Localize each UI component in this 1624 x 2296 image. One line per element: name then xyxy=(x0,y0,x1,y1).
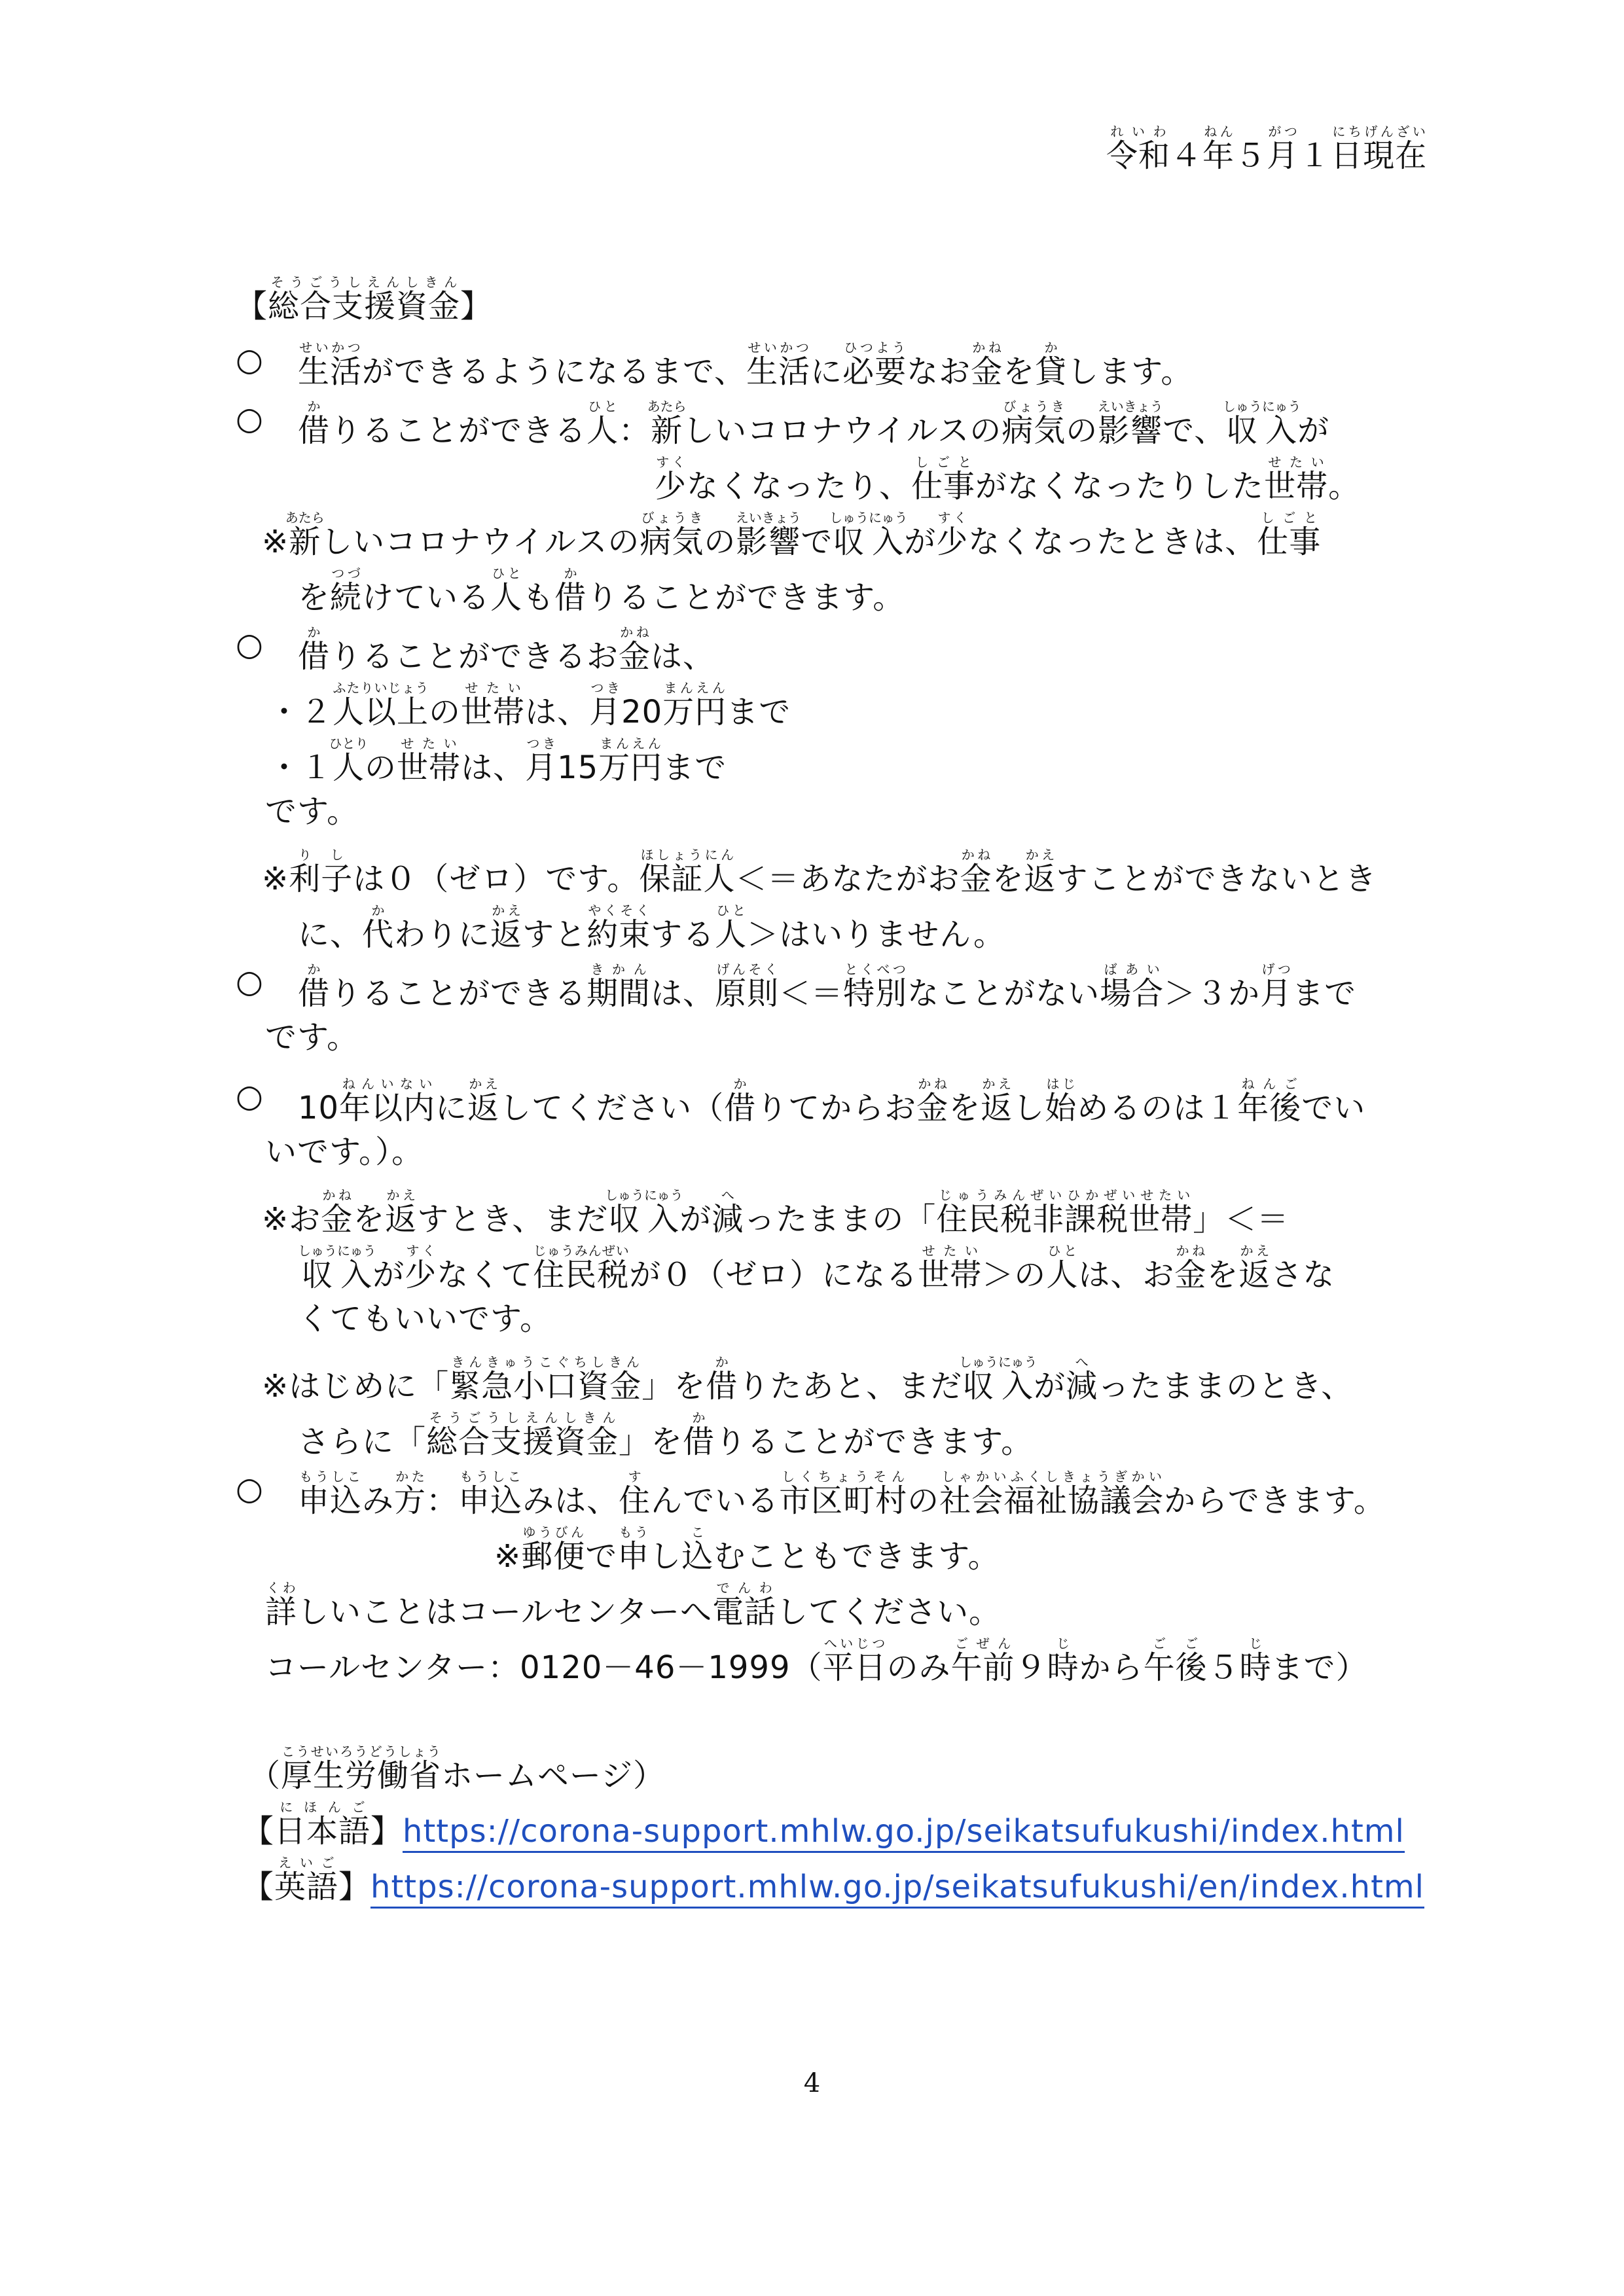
item-eligibility-cont: 少すくなくなったり、仕事しごとがなくなったりした世帯せたい。 xyxy=(655,454,1361,505)
link-row-english: 【英語えいご】https://corona-support.mhlw.go.jp/seikatsufukushi/en/index.html xyxy=(242,1856,1424,1907)
item-application: 申込もうしこみ方かた：申込もうしこみは、住すんでいる市区町村しくちょうそんの社会福祉協議会しゃかいふくしきょうぎかいからできます。 xyxy=(298,1469,1386,1519)
bullet-marker: ○ xyxy=(236,401,263,437)
bullet-marker: ○ xyxy=(236,1078,263,1115)
item-eligibility: 借かりることができる人ひと：新あたらしいコロナウイルスの病気びょうきの影響えいきょうで、収入しゅうにゅうが xyxy=(298,399,1330,449)
link-row-japanese: 【日本語にほんご】https://corona-support.mhlw.go.jp/seikatsufukushi/index.html xyxy=(242,1800,1405,1851)
item-repayment-cont: いです。）。 xyxy=(265,1134,424,1170)
note-no-interest-cont: に、代かわりに返かえすと約束やくそくする人ひと＞はいりません。 xyxy=(298,903,1006,953)
bullet-marker: ○ xyxy=(236,626,263,663)
note-still-working: ※新あたらしいコロナウイルスの病気びょうきの影響えいきょうで収入しゅうにゅうが少すくなくなったときは、仕事しごと xyxy=(262,510,1322,560)
note-no-interest: ※利子りしは０（ゼロ）です。保証人ほしょうにん＜＝あなたがお金かねを返かえすことができないとき xyxy=(262,847,1377,897)
note-tax-exempt-end: くてもいいです。 xyxy=(298,1300,552,1337)
bullet-marker: ○ xyxy=(236,1471,263,1507)
english-page-link[interactable]: https://corona-support.mhlw.go.jp/seikatsufukushi/en/index.html xyxy=(370,1869,1424,1909)
amount-two-plus: ・２人以上ふたりいじょうの世帯せたいは、月つき20万円まんえんまで xyxy=(268,680,791,730)
note-emergency-fund-cont: さらに「総合支援資金そうごうしえんしきん」を借かりることができます。 xyxy=(298,1410,1034,1460)
item-loan-period: 借かりることができる期間きかんは、原則げんそく＜＝特別とくべつなことがない場合ばあい＞３か月げつまで xyxy=(298,961,1357,1012)
call-center-note: 詳くわしいことはコールセンターへ電話でんわしてください。 xyxy=(265,1580,1001,1630)
call-center-number: コールセンター：0120－46－1999（平日へいじつのみ午前ごぜん９時じから午後ごご５時じまで） xyxy=(265,1636,1368,1686)
section-title: 【総合支援資金そうごうしえんしきん】 xyxy=(236,274,493,325)
bullet-marker: ○ xyxy=(236,342,263,378)
item-loan-period-cont: です。 xyxy=(265,1019,359,1056)
amount-one: ・１人ひとりの世帯せたいは、月つき15万円まんえんまで xyxy=(268,736,727,786)
note-tax-exempt-cont: 収入しゅうにゅうが少すくなくて住民税じゅうみんぜいが０（ゼロ）になる世帯せたい＞の人ひとは、お金かねを返かえさな xyxy=(298,1243,1335,1293)
bullet-marker: ○ xyxy=(236,963,263,1000)
note-tax-exempt: ※お金かねを返かえすとき、まだ収入しゅうにゅうが減へったままの「住民税非課税世帯じゅうみんぜいひかぜいせたい」＜＝ xyxy=(262,1187,1290,1238)
japanese-page-link[interactable]: https://corona-support.mhlw.go.jp/seikatsufukushi/index.html xyxy=(403,1813,1405,1853)
date-line: 令和れいわ４年ねん５月がつ１日現在にちげんざい xyxy=(1106,124,1428,174)
page-number: 4 xyxy=(803,2068,821,2098)
item-repayment: 10年以内ねんいないに返かえしてください（借かりてからお金かねを返かえし始はじめるのは１年後ねんごでい xyxy=(298,1076,1366,1126)
item-loan-amount: 借かりることができるお金かねは、 xyxy=(298,624,715,675)
note-emergency-fund: ※はじめに「緊急小口資金きんきゅうこぐちしきん」を借かりたあと、まだ収入しゅうにゅうが減へったままのとき、 xyxy=(262,1354,1354,1405)
note-still-working-cont: を続つづけている人ひとも借かりることができます。 xyxy=(298,565,905,616)
item-lending-purpose: 生活せいかつができるようになるまで、生活せいかつに必要ひつようなお金かねを貸かします。 xyxy=(298,340,1193,390)
amount-end: です。 xyxy=(265,793,359,830)
note-by-mail: ※郵便ゆうびんで申もうし込こむこともできます。 xyxy=(494,1524,1000,1575)
homepage-label: （厚生労働省こうせいろうどうしょうホームページ） xyxy=(249,1744,666,1794)
